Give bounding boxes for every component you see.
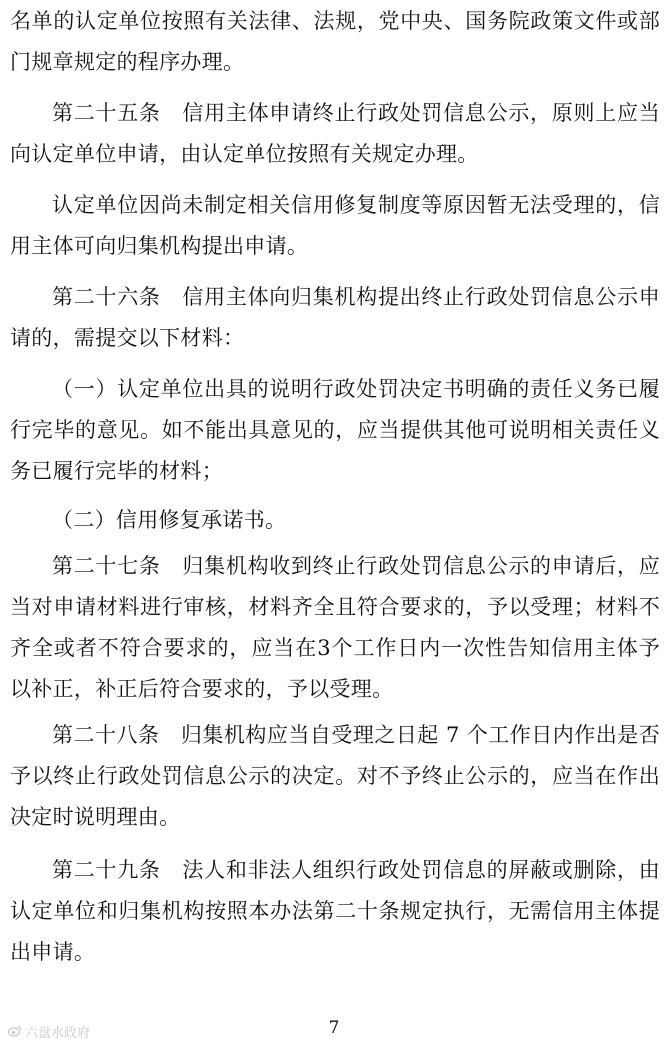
weibo-logo-icon [8, 1025, 22, 1041]
page-number: 7 [328, 1018, 340, 1038]
paragraph-article-26: 第二十六条 信用主体向归集机构提出终止行政处罚信息公示申请的，需提交以下材料： [10, 285, 660, 350]
paragraph-article-28: 第二十八条 归集机构应当自受理之日起 7 个工作日内作出是否予以终止行政处罚信息公示的决定。对不予终止公示的，应当在作出决定时说明理由。 [10, 723, 660, 829]
paragraph-continuation: 名单的认定单位按照有关法律、法规，党中央、国务院政策文件或部门规章规定的程序办理。 [10, 9, 660, 74]
paragraph-item-1: （一）认定单位出具的说明行政处罚决定书明确的责任义务已履行完毕的意见。如不能出具意见的，应当提供其他可说明相关责任义务已履行完毕的材料； [10, 377, 660, 483]
paragraph-article-29: 第二十九条 法人和非法人组织行政处罚信息的屏蔽或删除，由认定单位和归集机构按照本办法第二十条规定执行，无需信用主体提出申请。 [10, 858, 660, 964]
paragraph-item-2: （二）信用修复承诺书。 [52, 508, 287, 532]
watermark-text: 六盘水政府 [25, 1026, 91, 1041]
paragraph-article-25-note: 认定单位因尚未制定相关信用修复制度等原因暂无法受理的，信用主体可向归集机构提出申请。 [10, 193, 660, 258]
paragraph-article-25: 第二十五条 信用主体申请终止行政处罚信息公示，原则上应当向认定单位申请，由认定单位按照有关规定办理。 [10, 101, 660, 166]
paragraph-article-27: 第二十七条 归集机构收到终止行政处罚信息公示的申请后，应当对申请材料进行审核，材料齐全且符合要求的，予以受理；材料不齐全或者不符合要求的，应当在3个工作日内一次性告知信用主体予以补正，补正后符合要求的，予以受理。 [10, 554, 660, 701]
watermark [8, 1022, 90, 1041]
